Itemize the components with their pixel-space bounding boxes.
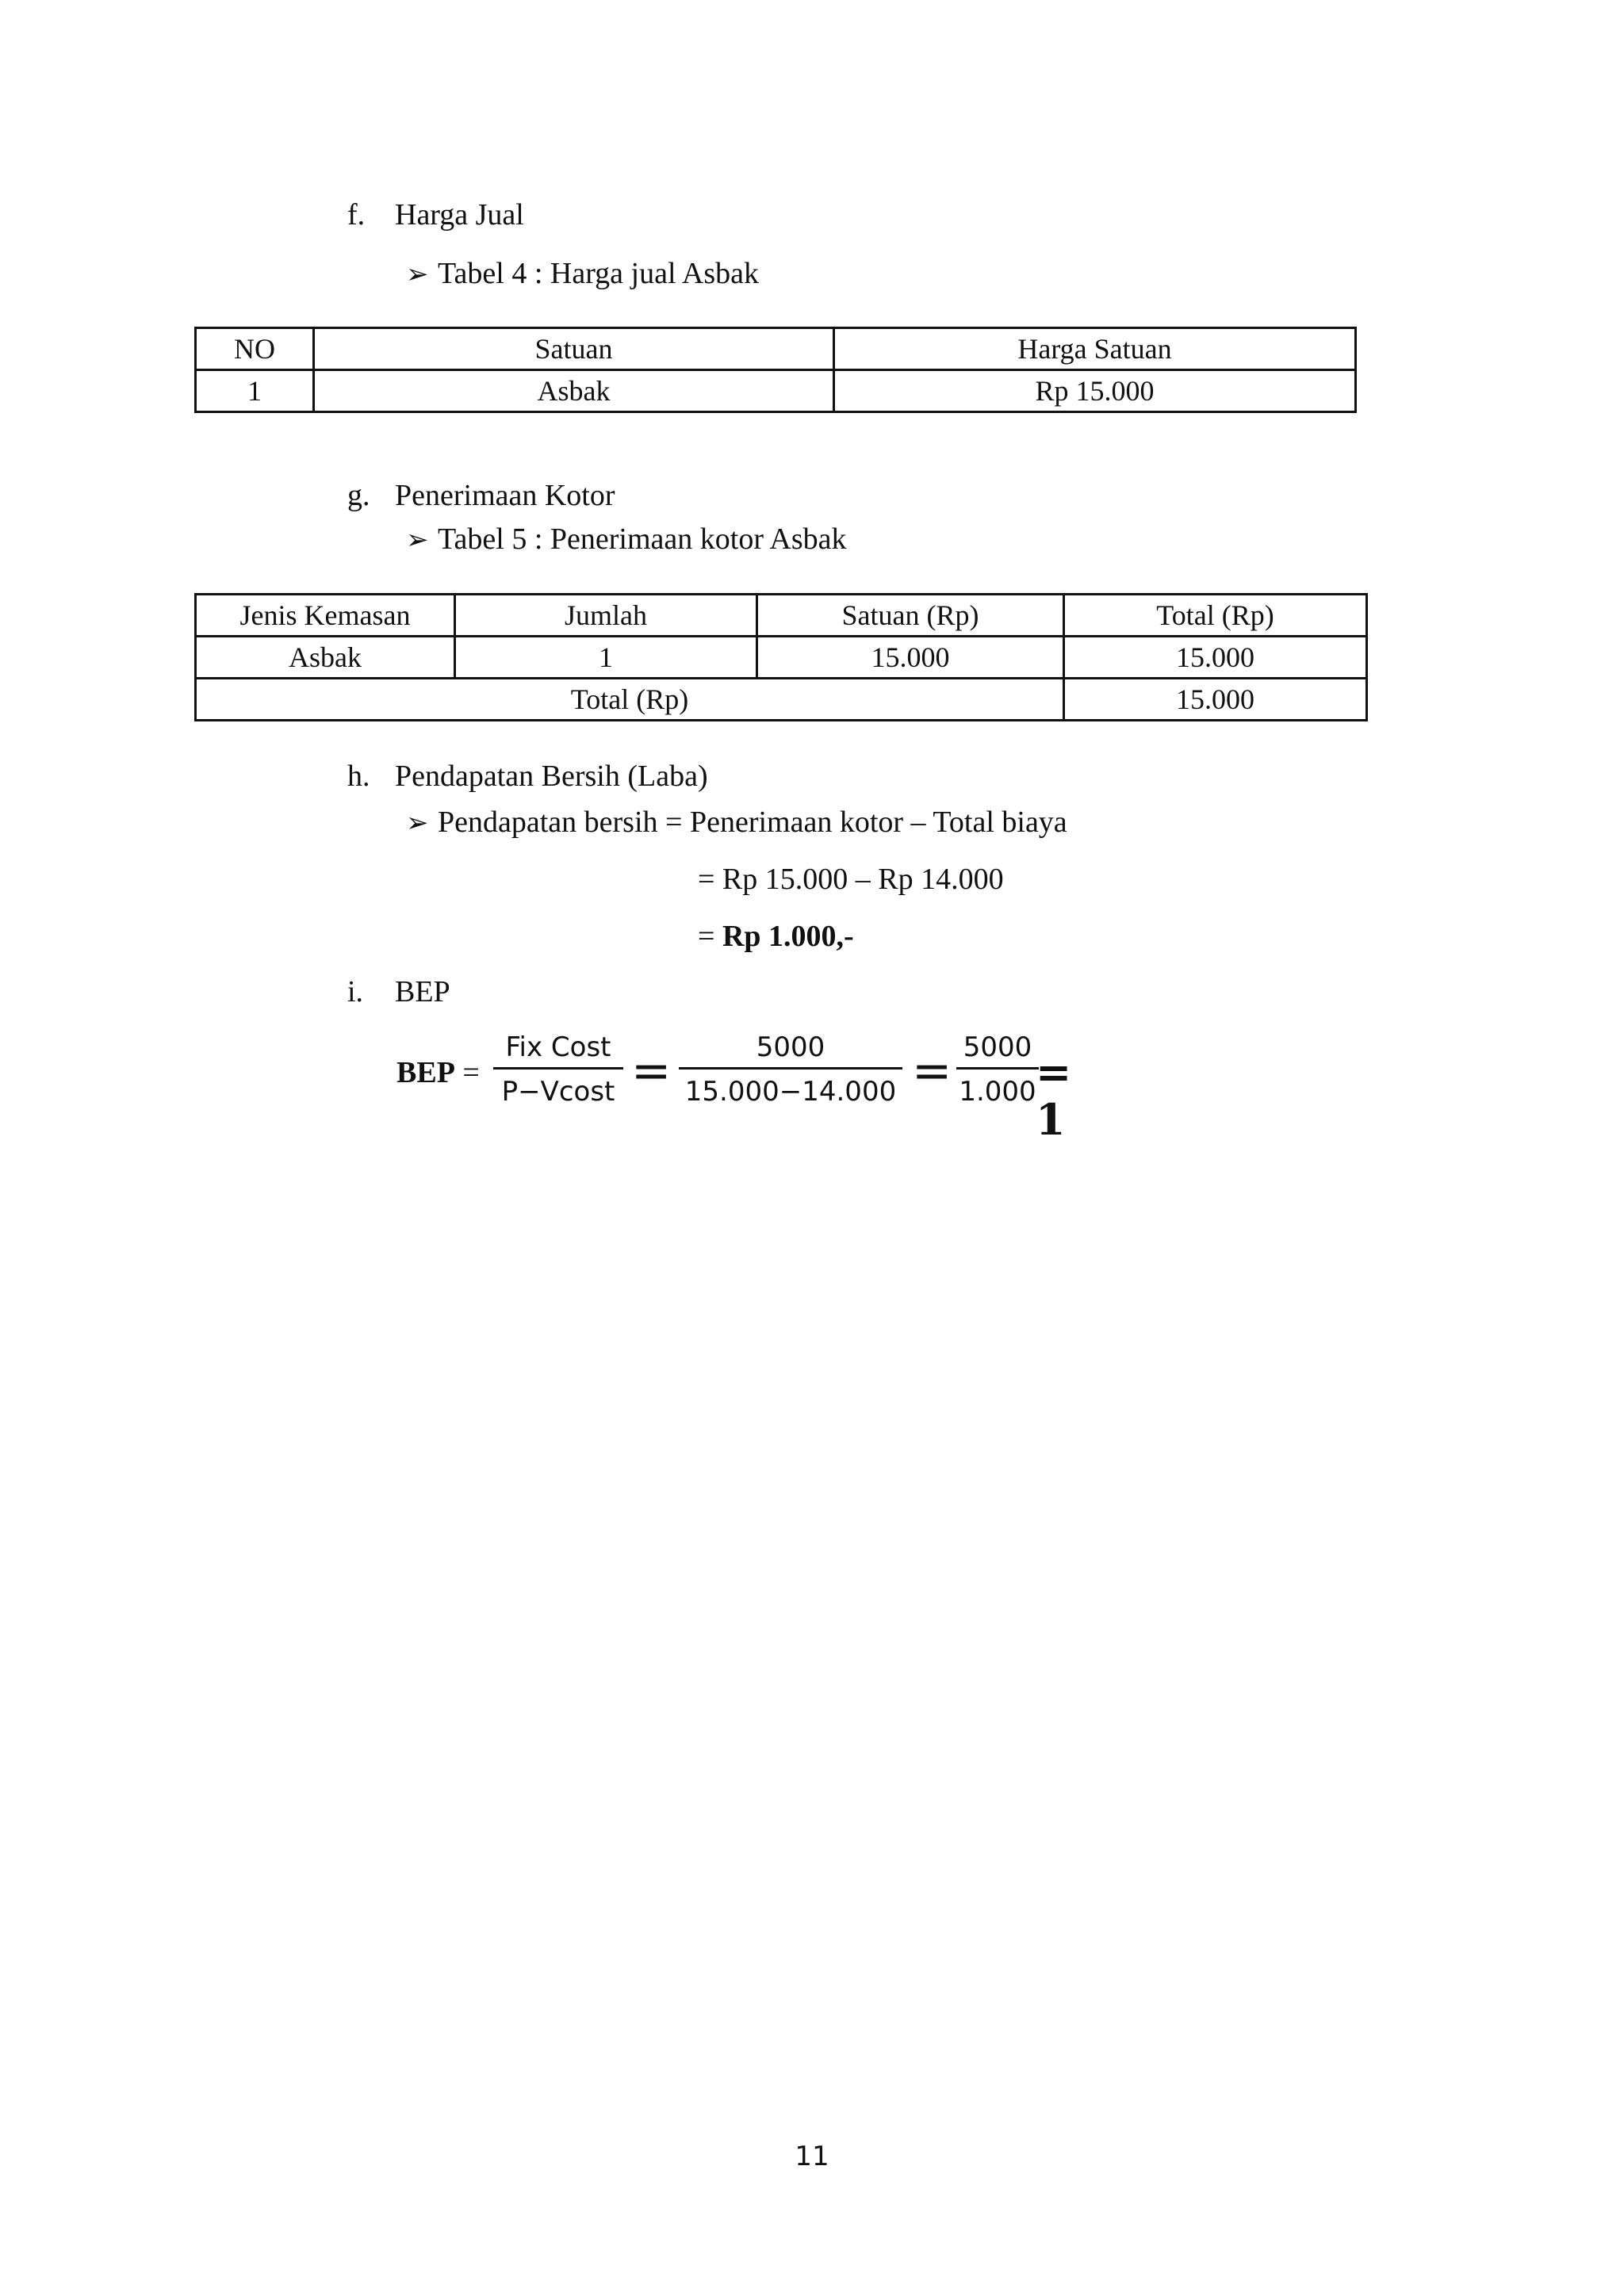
result-value: Rp 1.000,- xyxy=(722,920,854,953)
calc-result xyxy=(698,918,854,955)
table-5 xyxy=(194,593,1368,721)
total-label-cell: Total (Rp) xyxy=(196,679,1064,721)
page-number: 11 xyxy=(795,2141,829,2172)
table5-caption xyxy=(406,521,847,559)
header-cell: NO xyxy=(196,328,314,370)
section-h-heading xyxy=(347,758,708,794)
arrow-bullet-icon: ➢ xyxy=(406,809,429,838)
table-cell: 15.000 xyxy=(1064,637,1367,679)
equals-sign: = xyxy=(912,1043,952,1099)
net-income-formula xyxy=(406,804,1067,842)
header-cell: Jumlah xyxy=(455,595,757,637)
table-4 xyxy=(194,327,1357,413)
table-header-row xyxy=(196,328,1356,370)
section-f-heading xyxy=(347,197,524,233)
denominator: 15.000−14.000 xyxy=(684,1076,897,1108)
section-i-heading xyxy=(347,974,450,1010)
table-cell: 1 xyxy=(455,637,757,679)
bep-label: BEP xyxy=(396,1056,455,1089)
section-marker: i. xyxy=(347,975,364,1008)
table4-caption xyxy=(406,255,759,293)
table-total-row xyxy=(196,679,1367,721)
header-cell: Total (Rp) xyxy=(1064,595,1367,637)
numerator: 5000 xyxy=(963,1031,1032,1063)
section-title: Penerimaan Kotor xyxy=(395,479,615,512)
header-cell: Jenis Kemasan xyxy=(196,595,455,637)
table-row xyxy=(196,637,1367,679)
calc-step-1: = Rp 15.000 – Rp 14.000 xyxy=(698,863,1004,896)
section-g-heading xyxy=(347,477,615,514)
table-row xyxy=(196,370,1356,412)
arrow-bullet-icon: ➢ xyxy=(406,526,429,555)
table-cell: Rp 15.000 xyxy=(834,370,1356,412)
table-cell: 15.000 xyxy=(757,637,1064,679)
table-header-row xyxy=(196,595,1367,637)
equals-sign: = xyxy=(631,1043,672,1099)
fraction-values xyxy=(679,1027,902,1109)
section-title: BEP xyxy=(395,975,450,1008)
total-value-cell: 15.000 xyxy=(1064,679,1367,721)
bep-lhs xyxy=(396,1054,480,1091)
equals-sign: = xyxy=(462,1056,480,1089)
caption-text: Tabel 4 : Harga jual Asbak xyxy=(438,257,760,290)
table-cell: Asbak xyxy=(196,637,455,679)
table-cell: Asbak xyxy=(314,370,834,412)
section-title: Pendapatan Bersih (Laba) xyxy=(395,760,708,793)
result-prefix: = xyxy=(698,920,722,953)
numerator: 5000 xyxy=(756,1031,825,1063)
formula-text: Pendapatan bersih = Penerimaan kotor – Total biaya xyxy=(438,806,1067,839)
section-marker: f. xyxy=(347,198,366,232)
header-cell: Satuan xyxy=(314,328,834,370)
header-cell: Harga Satuan xyxy=(834,328,1356,370)
numerator: Fix Cost xyxy=(505,1031,611,1063)
fraction-simplified xyxy=(956,1027,1039,1109)
table-cell: 1 xyxy=(196,370,314,412)
section-marker: h. xyxy=(347,760,370,793)
bep-result: = 1 xyxy=(1036,1047,1072,1145)
fraction-fixcost xyxy=(493,1027,623,1109)
arrow-bullet-icon: ➢ xyxy=(406,260,429,289)
header-cell: Satuan (Rp) xyxy=(757,595,1064,637)
caption-text: Tabel 5 : Penerimaan kotor Asbak xyxy=(438,522,847,556)
section-marker: g. xyxy=(347,479,370,512)
denominator: P−Vcost xyxy=(501,1076,615,1108)
denominator: 1.000 xyxy=(959,1076,1036,1108)
section-title: Harga Jual xyxy=(395,198,524,232)
